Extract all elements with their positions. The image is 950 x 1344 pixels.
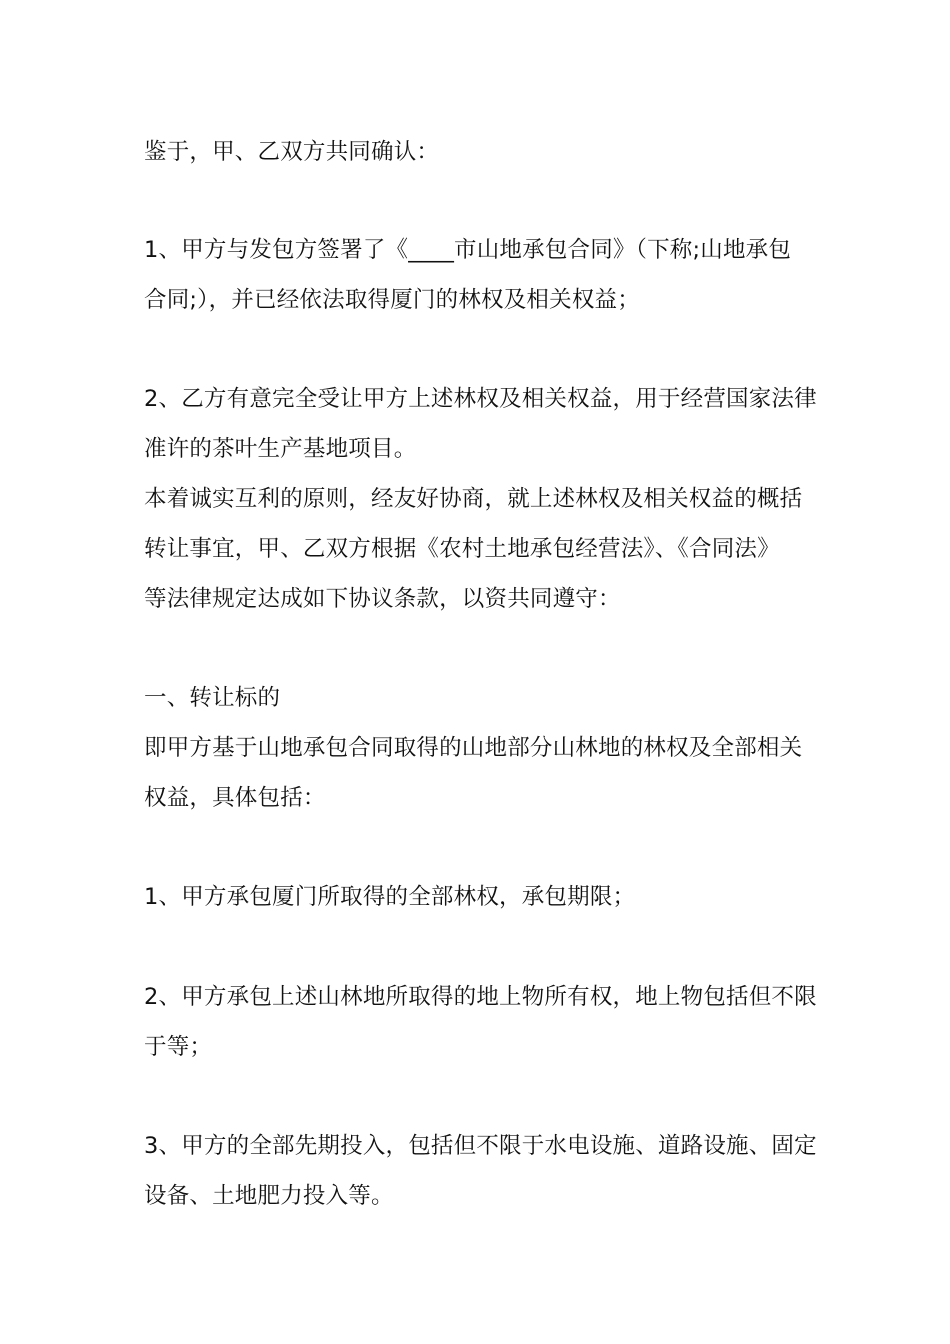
- section-heading: 一、转让标的: [144, 685, 281, 711]
- text-line-item1-a: 1、甲方与发包方签署了《____市山地承包合同》（下称;山地承包: [144, 237, 792, 263]
- text-line-basis-c: 等法律规定达成如下协议条款，以资共同遵守：: [144, 586, 621, 612]
- text-line-item2-a: 2、乙方有意完全受让甲方上述林权及相关权益，用于经营国家法律: [144, 386, 817, 412]
- text-line-basis-a: 本着诚实互利的原则，经友好协商，就上述林权及相关权益的概括: [144, 486, 803, 512]
- text-line-sub3-a: 3、甲方的全部先期投入，包括但不限于水电设施、道路设施、固定: [144, 1133, 817, 1159]
- text-line-sub1: 1、甲方承包厦门所取得的全部林权，承包期限；: [144, 884, 636, 910]
- text-line-sub3-b: 设备、土地肥力投入等。: [144, 1183, 394, 1209]
- text-line-subject-a: 即甲方基于山地承包合同取得的山地部分山林地的林权及全部相关: [144, 735, 803, 761]
- text-line-sub2-b: 于等；: [144, 1034, 213, 1060]
- text-line-subject-b: 权益，具体包括：: [144, 785, 326, 811]
- text-line-item1-b: 合同;），并已经依法取得厦门的林权及相关权益；: [144, 287, 640, 313]
- text-line-intro: 鉴于，甲、乙双方共同确认：: [144, 139, 440, 165]
- text-line-sub2-a: 2、甲方承包上述山林地所取得的地上物所有权，地上物包括但不限: [144, 984, 817, 1010]
- text-line-item2-b: 准许的茶叶生产基地项目。: [144, 436, 417, 462]
- text-line-basis-b: 转让事宜，甲、乙双方根据《农村土地承包经营法》、《合同法》: [144, 536, 780, 562]
